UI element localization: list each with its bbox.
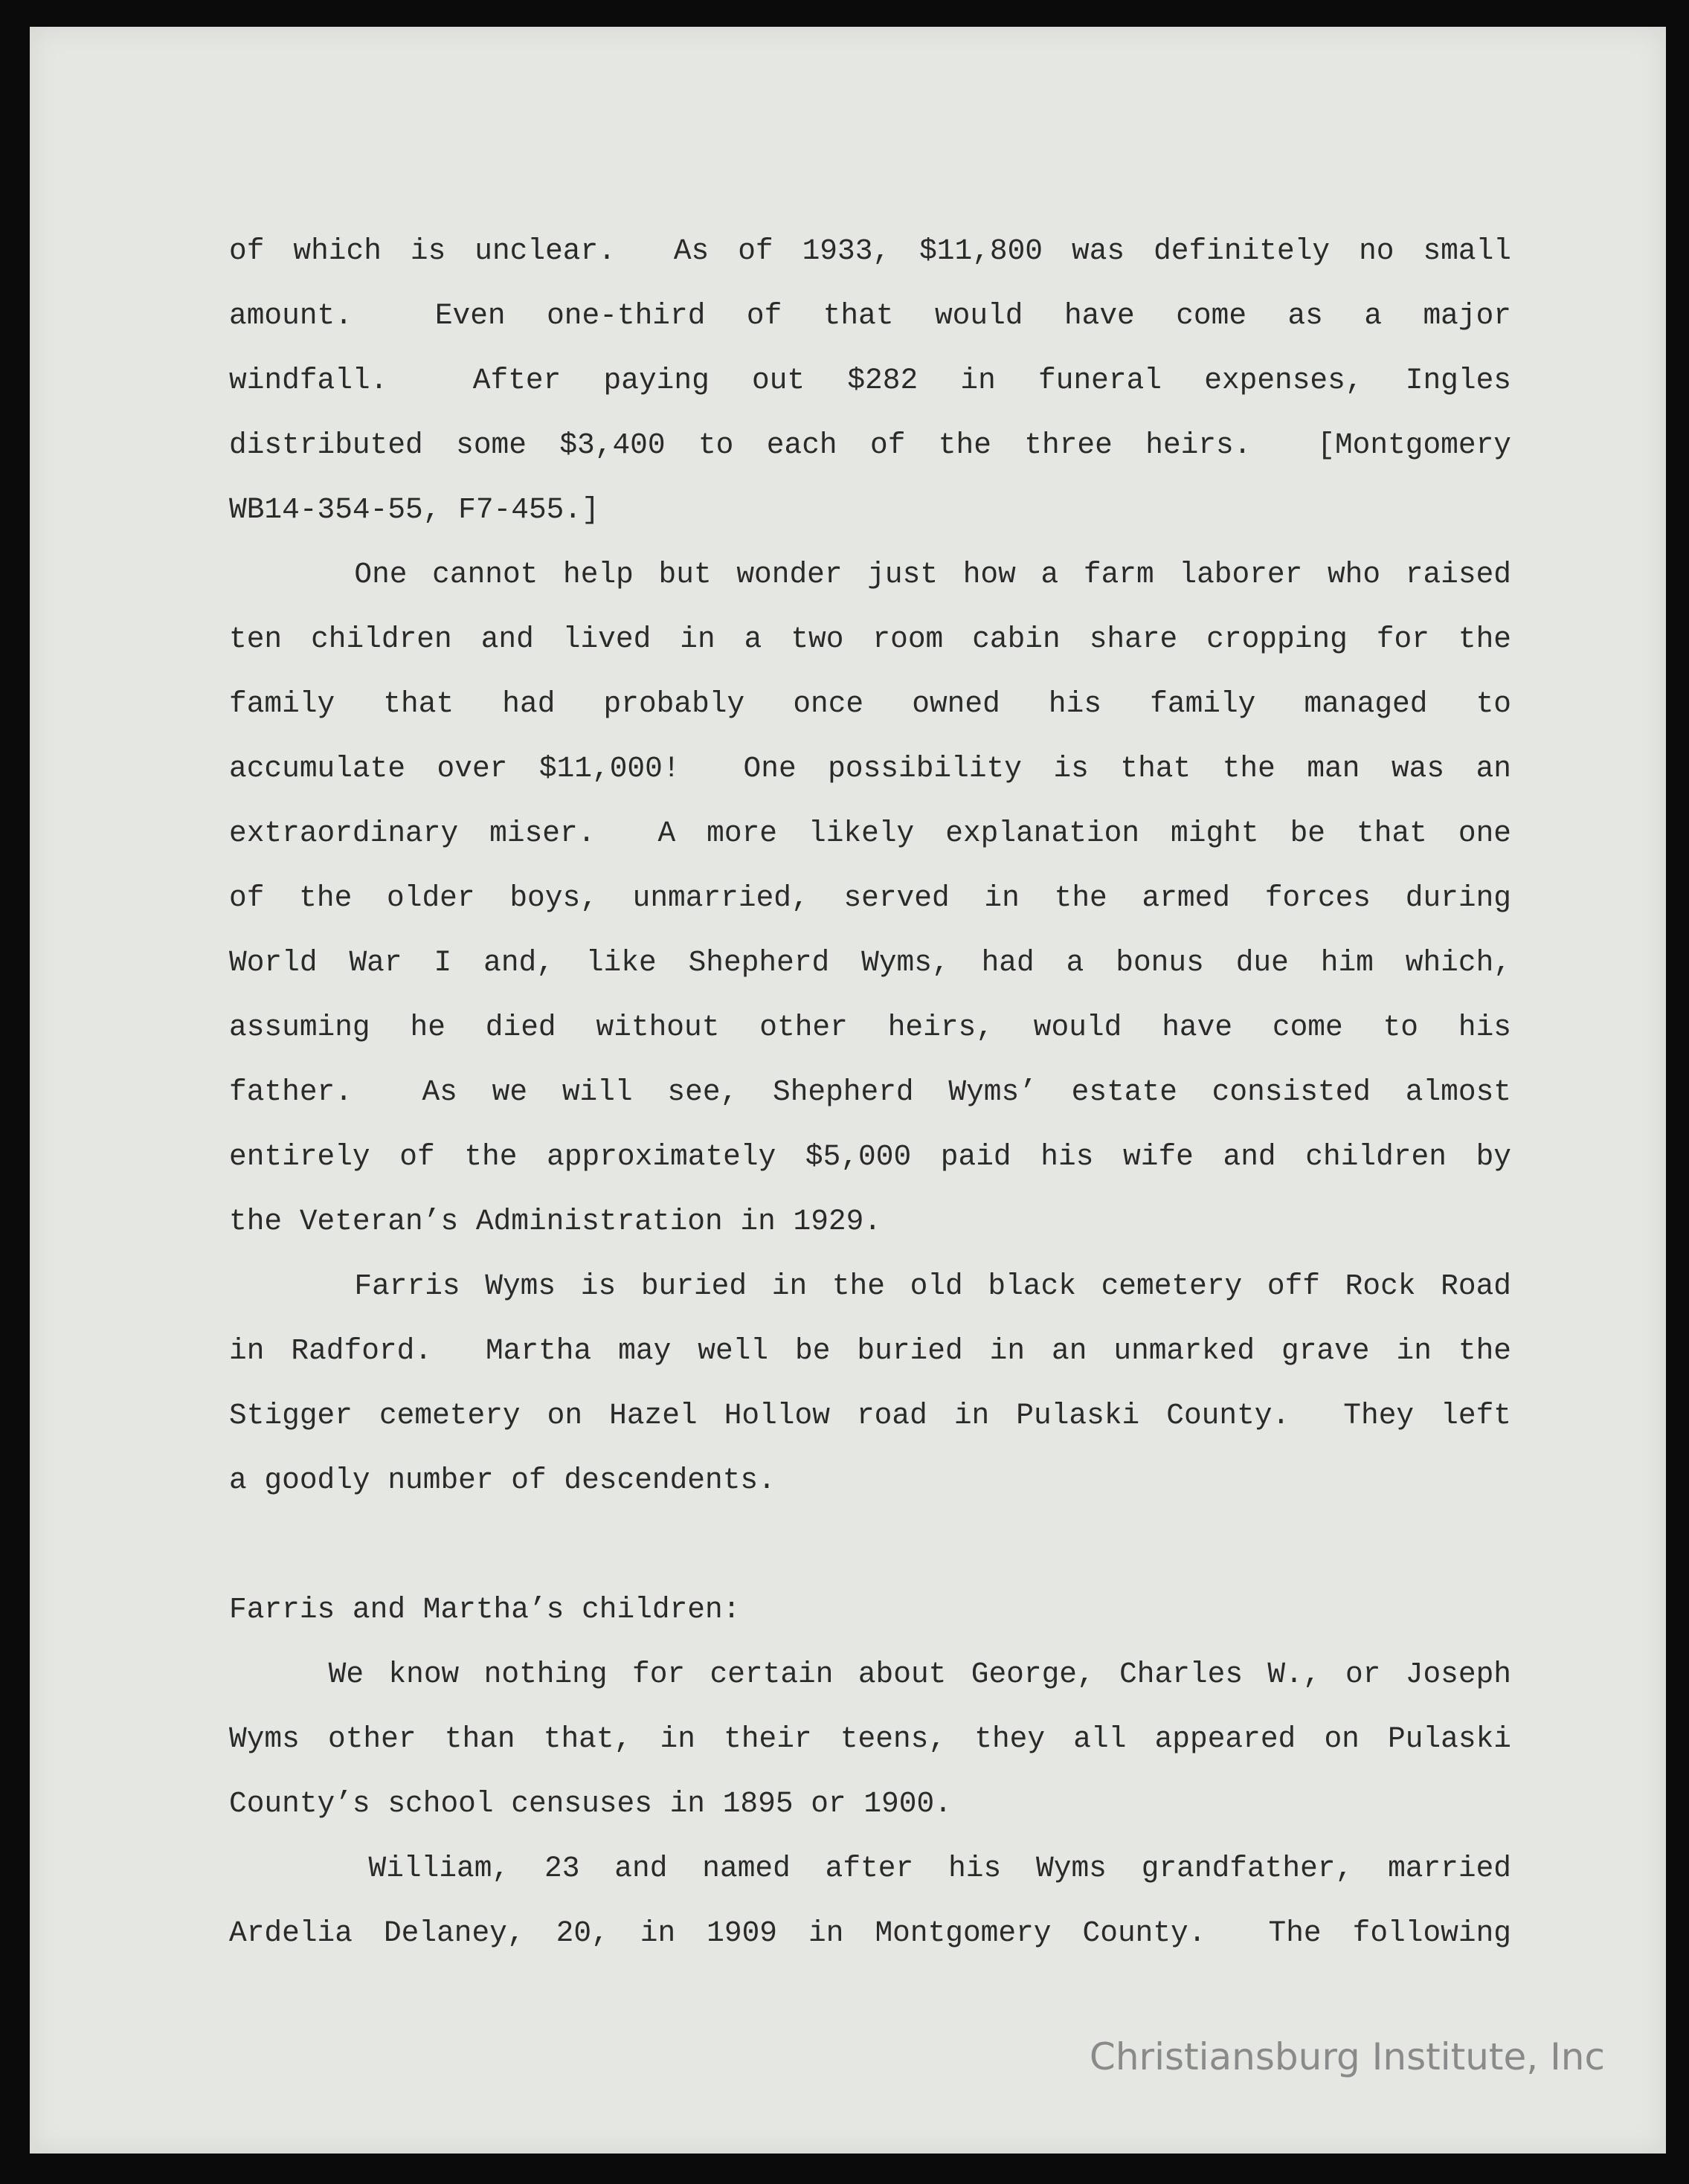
text-line: windfall. After paying out $282 in funeral expenses, Ingles (229, 364, 1511, 397)
text-line: father. As we will see, Shepherd Wyms’ estate consisted almost (229, 1075, 1511, 1109)
text-line: William, 23 and named after his Wyms grandfather, married (229, 1852, 1511, 1885)
text-line: County’s school censuses in 1895 or 1900. (229, 1787, 952, 1820)
text-line: family that had probably once owned his family managed to (229, 687, 1511, 721)
document-page (30, 27, 1666, 2154)
text-line: World War I and, like Shepherd Wyms, had a bonus due him which, (229, 946, 1511, 979)
text-line: Farris Wyms is buried in the old black cemetery off Rock Road (229, 1269, 1511, 1303)
text-line: a goodly number of descendents. (229, 1463, 776, 1497)
text-line: One cannot help but wonder just how a farm laborer who raised (229, 558, 1511, 591)
text-line: amount. Even one-third of that would have come as a major (229, 299, 1511, 332)
text-line: Stigger cemetery on Hazel Hollow road in Pulaski County. They left (229, 1399, 1511, 1432)
text-line: distributed some $3,400 to each of the three heirs. [Montgomery (229, 428, 1511, 462)
text-line: We know nothing for certain about George, Charles W., or Joseph (229, 1658, 1511, 1691)
text-line: of which is unclear. As of 1933, $11,800 was definitely no small (229, 234, 1511, 268)
section-heading: Farris and Martha’s children: (229, 1593, 741, 1626)
text-line: WB14-354-55, F7-455.] (229, 493, 599, 526)
paragraph-gap (229, 1513, 1511, 1577)
text-line: extraordinary miser. A more likely explanation might be that one (229, 816, 1511, 850)
text-line: Wyms other than that, in their teens, they all appeared on Pulaski (229, 1722, 1511, 1756)
text-line: assuming he died without other heirs, would have come to his (229, 1011, 1511, 1044)
text-line: ten children and lived in a two room cabin share cropping for the (229, 622, 1511, 656)
text-line: accumulate over $11,000! One possibility is that the man was an (229, 752, 1511, 785)
text-line: in Radford. Martha may well be buried in an unmarked grave in the (229, 1334, 1511, 1368)
text-line: the Veteran’s Administration in 1929. (229, 1205, 882, 1238)
text-line: of the older boys, unmarried, served in the armed forces during (229, 881, 1511, 915)
text-line: Ardelia Delaney, 20, in 1909 in Montgomery County. The following (229, 1916, 1511, 1950)
text-line: entirely of the approximately $5,000 paid his wife and children by (229, 1140, 1511, 1173)
watermark: Christiansburg Institute, Inc (1089, 2035, 1605, 2078)
document-body (229, 219, 1511, 1965)
